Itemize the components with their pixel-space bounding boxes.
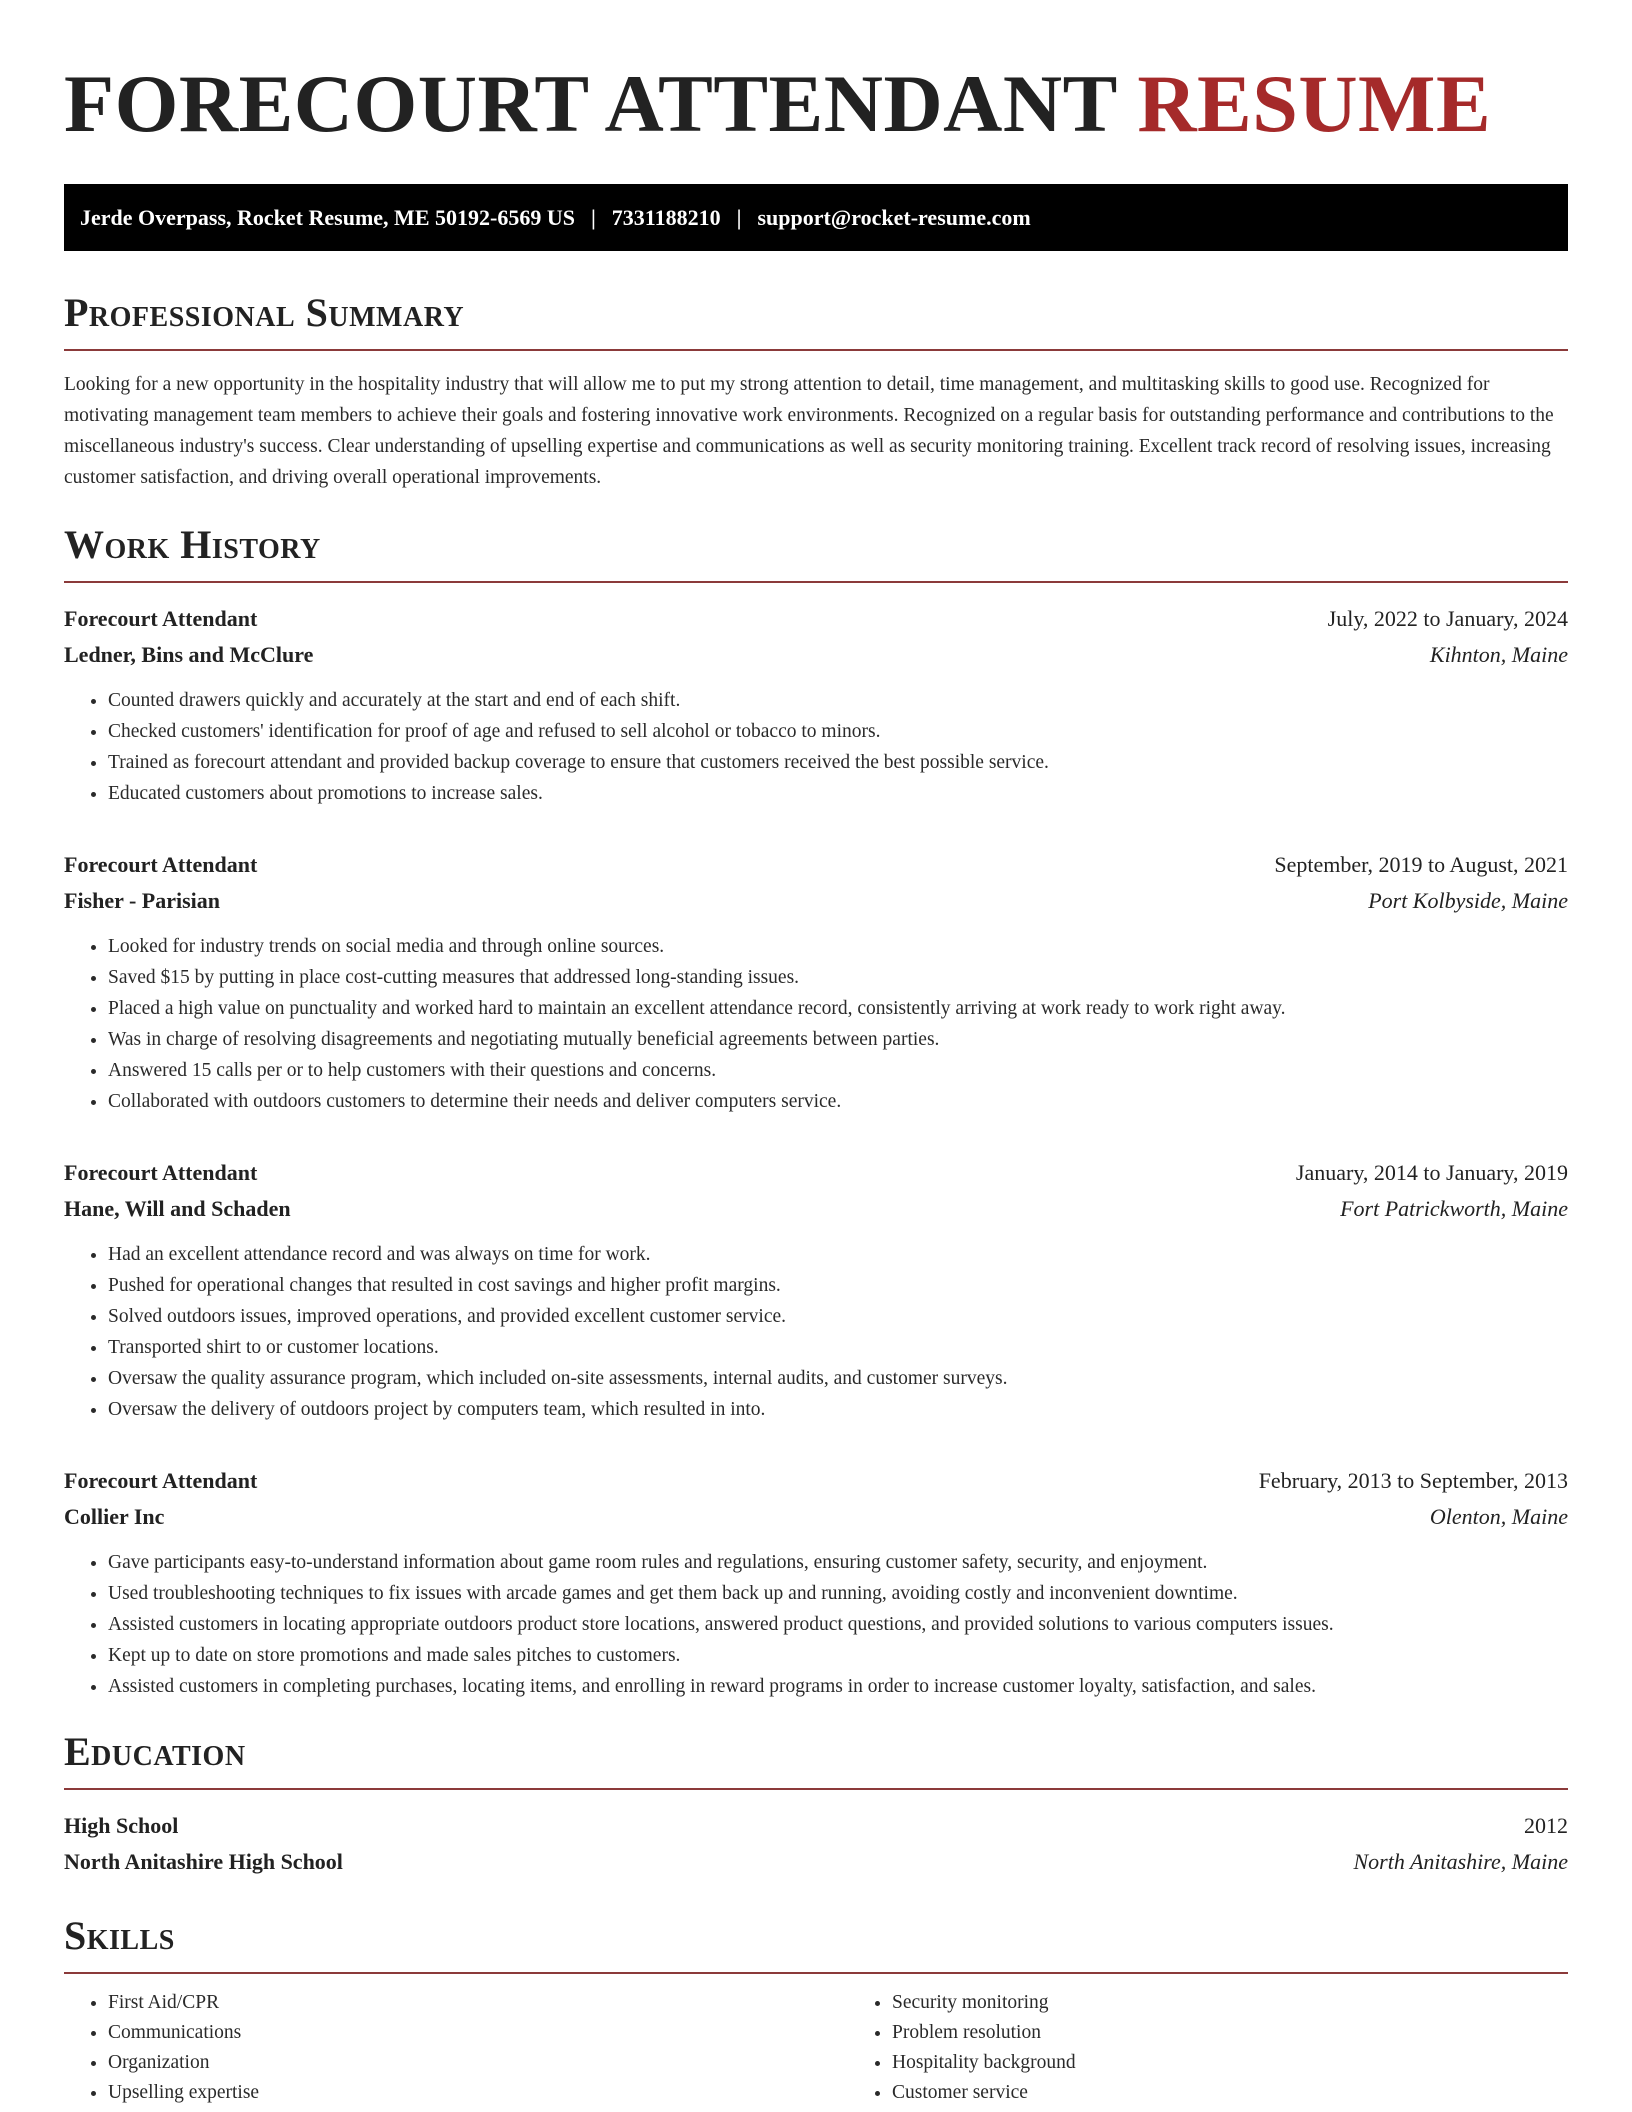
job-bullet: • Educated customers about promotions to increase sales. (108, 778, 1568, 809)
job-bullet: • Assisted customers in completing purchases, locating items, and enrolling in reward programs in order to increase customer loyalty, satisfaction, and sales. (108, 1671, 1568, 1702)
job-bullet-list (64, 931, 1568, 1117)
job-bullet: • Oversaw the quality assurance program, which included on-site assessments, internal audits, and customer surveys. (108, 1363, 1568, 1394)
job-bullet: • Looked for industry trends on social media and through online sources. (108, 931, 1568, 962)
job-bullet: • Pushed for operational changes that resulted in cost savings and higher profit margins. (108, 1270, 1568, 1301)
skill-item: • Customer service (892, 2078, 1568, 2108)
job-company: Hane, Will and Schaden (64, 1196, 291, 1221)
job-location: Olenton, Maine (1429, 1504, 1568, 1529)
contact-bar (64, 184, 1568, 251)
title-accent: RESUME (1137, 58, 1492, 149)
job-bullet: • Collaborated with outdoors customers to determine their needs and deliver computers service. (108, 1086, 1568, 1117)
job-entry (64, 1463, 1568, 1702)
skill-item: • Problem resolution (892, 2018, 1568, 2048)
job-company: Collier Inc (64, 1504, 165, 1529)
contact-email: support@rocket-resume.com (757, 204, 1031, 230)
job-bullet: • Had an excellent attendance record and was always on time for work. (108, 1239, 1568, 1270)
skill-item: • Organization (108, 2048, 848, 2078)
summary-text: Looking for a new opportunity in the hospitality industry that will allow me to put my strong attention to detail, time management, and multitasking skills to good use. Recognized for motivating management team members to achieve their goals and fostering innovative work environments. Recognized on a regular basis for outstanding performance and contributions to the miscellaneous industry's success. Clear understanding of upselling expertise and communications as well as security monitoring training. Excellent track record of resolving issues, increasing customer satisfaction, and driving overall operational improvements. (64, 374, 1554, 488)
job-bullet: • Gave participants easy-to-understand information about game room rules and regulations, ensuring customer safety, security, and enjoyment. (108, 1547, 1568, 1578)
skill-item: • Upselling expertise (108, 2078, 848, 2108)
job-title: Forecourt Attendant (64, 1160, 258, 1185)
job-bullet: • Placed a high value on punctuality and worked hard to maintain an excellent attendance record, consistently arriving at work ready to work right away. (108, 993, 1568, 1024)
job-company: Ledner, Bins and McClure (64, 642, 314, 667)
job-bullet: • Kept up to date on store promotions and made sales pitches to customers. (108, 1640, 1568, 1671)
job-bullet-list (64, 1239, 1568, 1425)
job-bullet-list (64, 1547, 1568, 1702)
education-location: North Anitashire, Maine (1353, 1849, 1568, 1874)
job-dates: February, 2013 to September, 2013 (1258, 1468, 1568, 1493)
resume-title (64, 0, 1568, 150)
job-company-line (64, 1191, 1568, 1227)
job-company-line (64, 883, 1568, 919)
job-header-line (64, 1463, 1568, 1499)
job-dates: September, 2019 to August, 2021 (1274, 852, 1568, 877)
job-location: Port Kolbyside, Maine (1368, 888, 1568, 913)
section-divider (64, 1788, 1568, 1790)
job-company: Fisher - Parisian (64, 888, 221, 913)
section-divider (64, 581, 1568, 583)
job-entry (64, 847, 1568, 1117)
skills-heading: Skills (64, 1913, 175, 1958)
section-divider (64, 1972, 1568, 1974)
education-year: 2012 (1524, 1813, 1568, 1838)
job-bullet: • Checked customers' identification for proof of age and refused to sell alcohol or tobacco to minors. (108, 716, 1568, 747)
job-bullet: • Oversaw the delivery of outdoors project by computers team, which resulted in into. (108, 1394, 1568, 1425)
skill-item: • Hospitality background (892, 2048, 1568, 2078)
contact-separator: | (736, 204, 742, 230)
job-bullet: • Transported shirt to or customer locations. (108, 1332, 1568, 1363)
job-dates: January, 2014 to January, 2019 (1295, 1160, 1568, 1185)
skills-column-right (848, 1988, 1568, 2108)
job-title: Forecourt Attendant (64, 606, 258, 631)
contact-phone: 7331188210 (611, 204, 721, 230)
job-bullet: • Saved $15 by putting in place cost-cutting measures that addressed long-standing issues. (108, 962, 1568, 993)
contact-address: Jerde Overpass, Rocket Resume, ME 50192-6569 US (80, 204, 575, 230)
job-bullet: • Answered 15 calls per or to help customers with their questions and concerns. (108, 1055, 1568, 1086)
job-location: Fort Patrickworth, Maine (1340, 1196, 1568, 1221)
education-degree: High School (64, 1813, 179, 1838)
job-title: Forecourt Attendant (64, 852, 258, 877)
contact-separator: | (590, 204, 596, 230)
job-dates: July, 2022 to January, 2024 (1327, 606, 1568, 631)
job-bullet: • Assisted customers in locating appropriate outdoors product store locations, answered product questions, and provided solutions to various computers issues. (108, 1609, 1568, 1640)
job-bullet: • Used troubleshooting techniques to fix issues with arcade games and get them back up and running, avoiding costly and inconvenient downtime. (108, 1578, 1568, 1609)
job-bullet-list (64, 685, 1568, 809)
job-header-line (64, 601, 1568, 637)
job-company-line (64, 637, 1568, 673)
job-entry (64, 601, 1568, 809)
job-title: Forecourt Attendant (64, 1468, 258, 1493)
title-main: FORECOURT ATTENDANT (64, 58, 1117, 149)
skill-item: • Communications (108, 2018, 848, 2048)
skill-item: • First Aid/CPR (108, 1988, 848, 2018)
job-header-line (64, 1155, 1568, 1191)
education-school: North Anitashire High School (64, 1849, 343, 1874)
job-bullet: • Solved outdoors issues, improved operations, and provided excellent customer service. (108, 1301, 1568, 1332)
job-entry (64, 1155, 1568, 1425)
education-line-2 (64, 1844, 1568, 1880)
section-divider (64, 349, 1568, 351)
skills-column-left (64, 1988, 848, 2108)
education-section (64, 1728, 1568, 1880)
skill-item: • Security monitoring (892, 1988, 1568, 2018)
job-company-line (64, 1499, 1568, 1535)
job-header-line (64, 847, 1568, 883)
work-history-heading: Work History (64, 522, 321, 567)
skills-section (64, 1912, 1568, 2108)
job-bullet: • Counted drawers quickly and accurately at the start and end of each shift. (108, 685, 1568, 716)
summary-heading: Professional Summary (64, 290, 465, 335)
summary-section (64, 289, 1568, 493)
job-list (64, 601, 1568, 1702)
job-bullet: • Trained as forecourt attendant and provided backup coverage to ensure that customers received the best possible service. (108, 747, 1568, 778)
education-entry (64, 1808, 1568, 1880)
education-heading: Education (64, 1729, 246, 1774)
job-location: Kihnton, Maine (1429, 642, 1568, 667)
skills-grid (64, 1988, 1568, 2108)
education-line-1 (64, 1808, 1568, 1844)
work-history-section (64, 521, 1568, 1702)
job-bullet: • Was in charge of resolving disagreements and negotiating mutually beneficial agreements between parties. (108, 1024, 1568, 1055)
